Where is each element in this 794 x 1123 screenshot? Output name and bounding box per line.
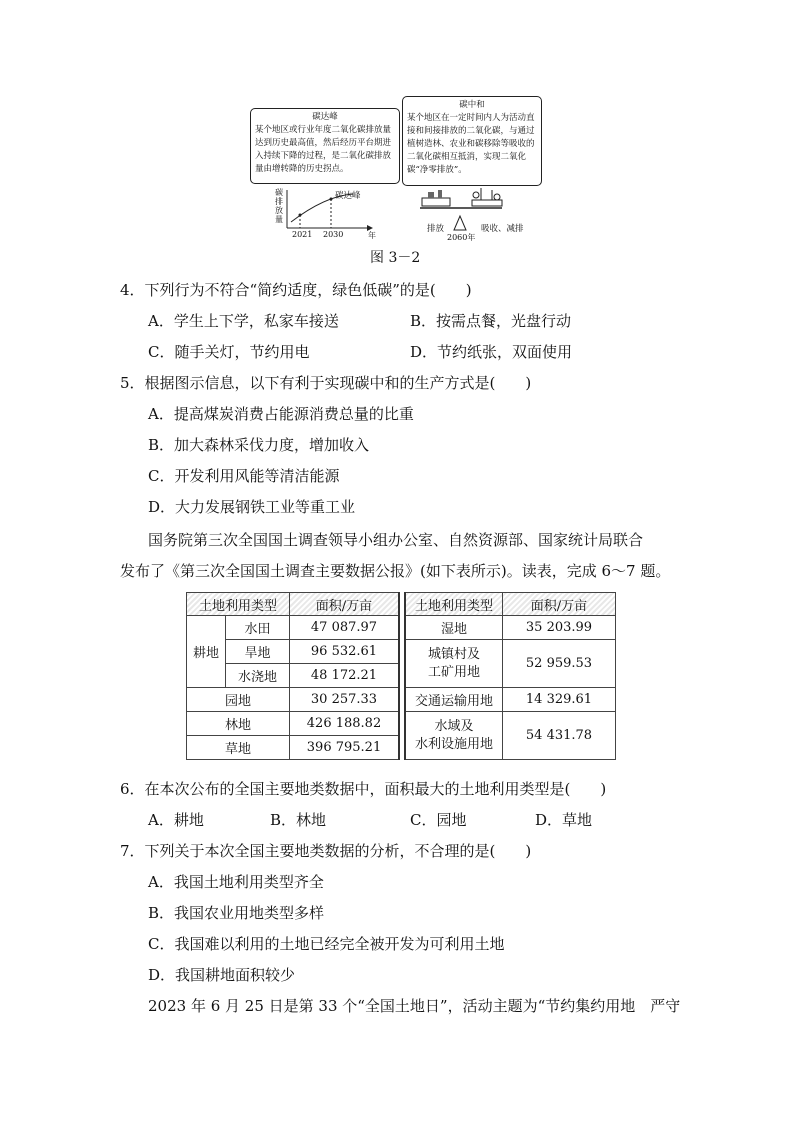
q4-option-c: C．随手关灯，节约用电 [148,343,310,361]
left-row-value: 47 087.97 [290,616,400,640]
q7-option-b: B．我国农业用地类型多样 [148,904,325,922]
left-row-value: 96 532.61 [290,640,400,664]
carbon-peak-box [250,108,400,184]
right-row-name: 交通运输用地 [405,688,503,712]
carbon-neutral-box [402,96,542,186]
gengdi-label: 耕地 [187,616,226,688]
q6-option-d: D．草地 [535,811,593,829]
left-row-name: 旱地 [226,640,290,664]
right-row-name [405,712,503,760]
right-row-name [405,640,503,688]
q4-option-d: D．节约纸张，双面使用 [410,343,573,361]
left-row-name: 水田 [226,616,290,640]
q4-option-b: B．按需点餐，光盘行动 [410,312,572,330]
right-row-value: 54 431.78 [503,712,616,760]
q7-stem: 7．下列关于本次全国主要地类数据的分析，不合理的是( ) [120,842,532,860]
left-row-value: 30 257.33 [290,688,400,712]
q5-option-c: C．开发利用风能等清洁能源 [148,467,340,485]
graph-x2: 2030 [323,230,344,239]
left-row-value: 48 172.21 [290,664,400,688]
q7-option-a: A．我国土地利用类型齐全 [148,873,324,891]
right-row-name-line2: 水利设施用地 [414,736,493,752]
right-row-name-line1: 城镇村及 [427,646,480,662]
land-use-table [186,592,616,760]
left-row-value: 396 795.21 [290,736,400,760]
intro-line-2: 发布了《第三次全国国土调查主要数据公报》(如下表所示)。读表，完成 6～7 题。 [120,562,671,580]
left-row-name: 林地 [187,712,290,736]
scale-right-label: 吸收、减排 [481,224,524,234]
q5-option-a: A．提高煤炭消费占能源消费总量的比重 [148,405,414,423]
q7-option-d: D．我国耕地面积较少 [148,966,296,984]
last-line: 2023 年 6 月 25 日是第 33 个“全国土地日”，活动主题为“节约集约用地 严守 [148,997,681,1015]
q4-option-a: A．学生上下学，私家车接送 [148,312,339,330]
graph-peak-label: 碳达峰 [335,191,361,201]
carbon-peak-title: 碳达峰 [312,112,338,122]
graph-xunit: 年 [368,231,376,240]
q5-stem: 5．根据图示信息，以下有利于实现碳中和的生产方式是( ) [120,374,532,392]
graph-x1: 2021 [292,230,313,239]
carbon-neutral-title: 碳中和 [459,100,485,110]
left-row-value: 426 188.82 [290,712,400,736]
q6-option-b: B．林地 [270,811,327,829]
right-row-value: 52 959.53 [503,640,616,688]
q5-option-d: D．大力发展钢铁工业等重工业 [148,498,356,516]
left-row-name: 水浇地 [226,664,290,688]
scale-left-label: 排放 [427,224,445,234]
right-row-value: 35 203.99 [503,616,616,640]
q7-option-c: C．我国难以利用的土地已经完全被开发为可利用土地 [148,935,505,953]
header-type-left: 土地利用类型 [187,593,290,616]
right-row-value: 14 329.61 [503,688,616,712]
left-row-name: 草地 [187,736,290,760]
carbon-peak-text: 某个地区或行业年度二氧化碳排放量达到历史最高值，然后经历平台期进入持续下降的过程，是二氧化碳排放量由增转降的历史拐点。 [255,125,392,174]
q5-option-b: B．加大森林采伐力度，增加收入 [148,436,370,454]
q4-stem: 4．下列行为不符合“简约适度，绿色低碳”的是( ) [120,281,472,299]
header-area-right: 面积/万亩 [503,593,616,616]
right-row-name: 湿地 [405,616,503,640]
right-row-name-line2: 工矿用地 [427,664,480,680]
carbon-figure [245,94,545,240]
right-row-name-line1: 水域及 [434,718,474,734]
q6-option-c: C．园地 [410,811,467,829]
graph-ylabel: 碳排放量 [275,188,283,224]
scale-year: 2060年 [447,233,476,242]
header-type-right: 土地利用类型 [405,593,503,616]
figure-caption: 图 3－2 [370,250,421,266]
intro-line-1: 国务院第三次全国国土调查领导小组办公室、自然资源部、国家统计局联合 [148,531,644,549]
q6-option-a: A．耕地 [148,811,204,829]
q6-stem: 6．在本次公布的全国主要地类数据中，面积最大的土地利用类型是( ) [120,780,607,798]
header-area-left: 面积/万亩 [290,593,400,616]
left-row-name: 园地 [187,688,290,712]
carbon-neutral-text: 某个地区在一定时间内人为活动直接和间接排放的二氧化碳，与通过植树造林、农业和碳移除等吸收的二氧化碳相互抵消，实现二氧化碳“净零排放”。 [407,113,535,175]
